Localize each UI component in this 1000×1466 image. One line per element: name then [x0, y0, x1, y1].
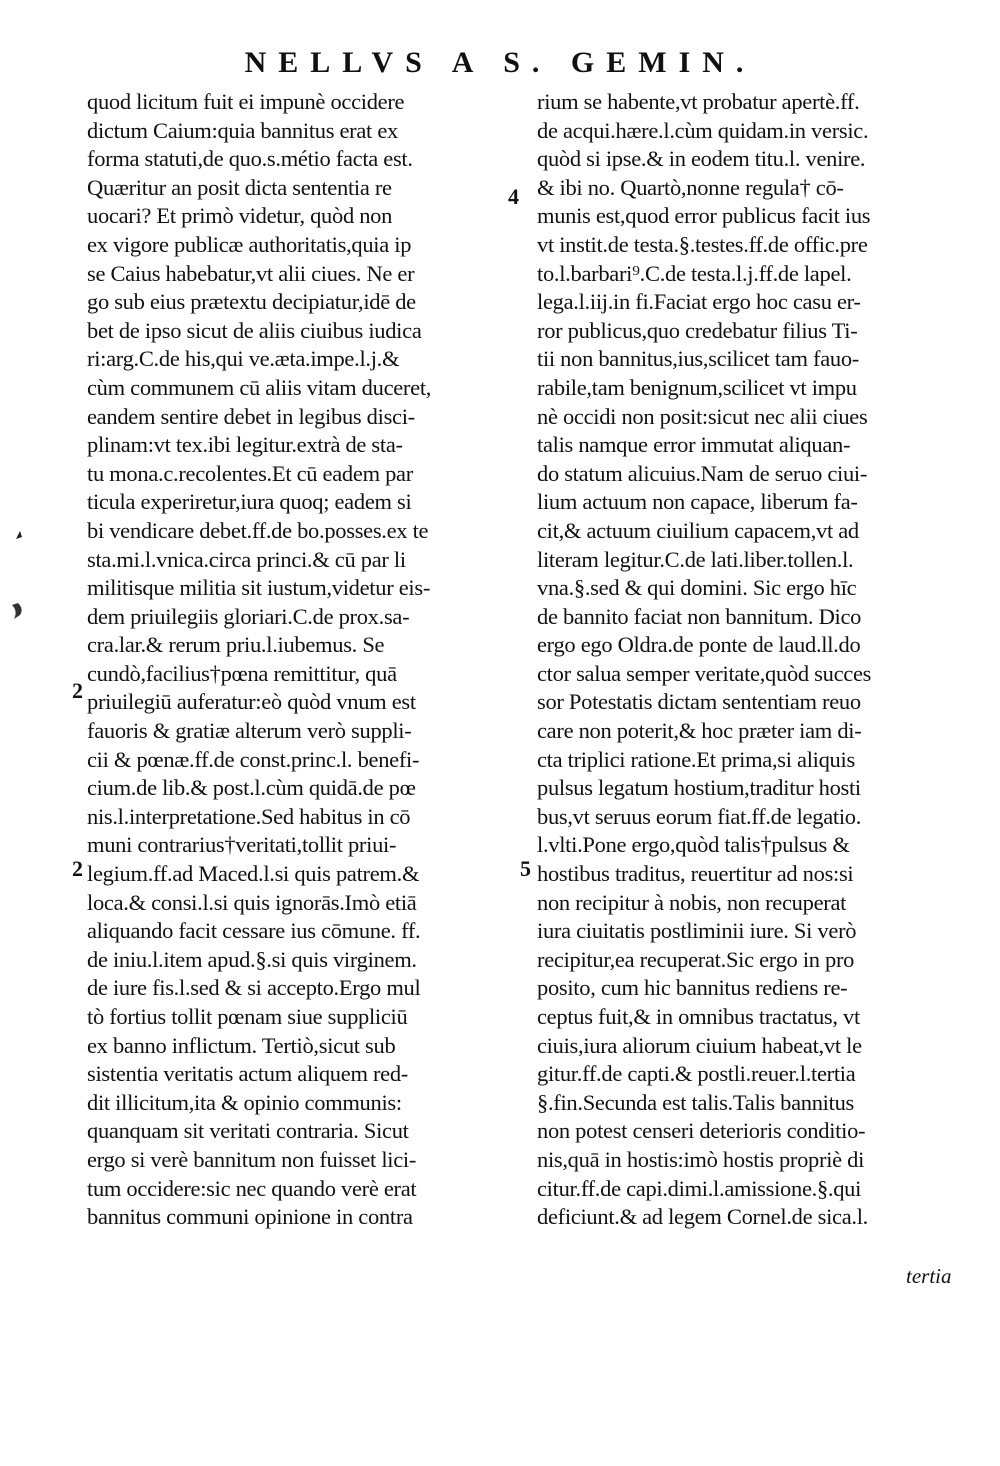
text-line: dit illicitum,ita & opinio communis:	[87, 1089, 402, 1115]
text-line: ex banno inflictum. Tertiò,sicut sub	[87, 1032, 396, 1058]
text-line: go sub eius prætextu decipiatur,idē de	[87, 289, 416, 315]
right-column	[537, 88, 962, 1232]
text-line: vna.§.sed & qui domini. Sic ergo hīc	[537, 575, 857, 601]
text-line: bus,vt seruus eorum fiat.ff.de legatio.	[537, 803, 862, 829]
margin-ink-marks	[6, 525, 30, 635]
text-line: se Caius habebatur,vt alii ciues. Ne er	[87, 260, 415, 286]
text-line: de iure fis.l.sed & si accepto.Ergo mul	[87, 975, 421, 1001]
text-line: cra.lar.& rerum priu.l.iubemus. Se	[87, 632, 385, 658]
text-line: literam legitur.C.de lati.liber.tollen.l.	[537, 546, 854, 572]
text-line: do statum alicuius.Nam de seruo ciui-	[537, 460, 868, 486]
text-line: pulsus legatum hostium,traditur hosti	[537, 775, 861, 801]
text-line: sistentia veritatis actum aliquem red-	[87, 1061, 408, 1087]
text-line: cta triplici ratione.Et prima,si aliquis	[537, 746, 855, 772]
text-line: posito, cum hic bannitus rediens re-	[537, 975, 848, 1001]
margin-note-5: 5	[520, 856, 531, 881]
text-line: tu mona.c.recolentes.Et cū eadem par	[87, 460, 413, 486]
text-line: §.fin.Secunda est talis.Talis bannitus	[537, 1089, 854, 1115]
text-line: non recipitur à nobis, non recuperat	[537, 889, 847, 915]
text-line: ergo ego Oldra.de ponte de laud.ll.do	[537, 632, 861, 658]
text-line: militisque militia sit iustum,videtur eis-	[87, 575, 431, 601]
text-line: sta.mi.l.vnica.circa princi.& cū par li	[87, 546, 406, 572]
text-line: muni contrarius†veritati,tollit priui-	[87, 832, 397, 858]
ink-mark-lower	[12, 603, 22, 619]
text-line: cùm communem cū aliis vitam duceret,	[87, 374, 432, 400]
text-line: nis,quā in hostis:imò hostis propriè di	[537, 1146, 865, 1172]
text-line: lega.l.iij.in fi.Faciat ergo hoc casu er-	[537, 289, 861, 315]
text-line: ciuis,iura aliorum ciuium habeat,vt le	[537, 1032, 862, 1058]
text-line: gitur.ff.de capti.& postli.reuer.l.tertia	[537, 1061, 856, 1087]
catchword: tertia	[906, 1264, 952, 1288]
text-line: eandem sentire debet in legibus disci-	[87, 403, 415, 429]
margin-note-2-second: 2	[72, 856, 83, 881]
text-line: fauoris & gratiæ alterum verò suppli-	[87, 718, 412, 744]
text-line: talis namque error immutat aliquan-	[537, 432, 851, 458]
text-line: de bannito faciat non bannitum. Dico	[537, 603, 862, 629]
text-line: ctor salua semper veritate,quòd succes	[537, 660, 872, 686]
ink-mark-upper	[16, 531, 22, 539]
text-line: ex vigore publicæ authoritatis,quia ip	[87, 231, 412, 257]
text-line: aliquando facit cessare ius cōmune. ff.	[87, 918, 421, 944]
text-line: dictum Caium:quia bannitus erat ex	[87, 117, 398, 143]
text-line: citur.ff.de capi.dimi.l.amissione.§.qui	[537, 1175, 862, 1201]
text-line: iura ciuitatis postliminii iure. Si verò	[537, 918, 857, 944]
text-line: bi vendicare debet.ff.de bo.posses.ex te	[87, 517, 429, 543]
running-head: NELLVS A S. GEMIN.	[244, 46, 756, 79]
text-line: bet de ipso sicut de aliis ciuibus iudica	[87, 317, 422, 343]
margin-note-2-first: 2	[72, 678, 83, 703]
text-line: quod licitum fuit ei impunè occidere	[87, 89, 405, 114]
text-line: cit,& actuum ciuilium capacem,vt ad	[537, 517, 859, 543]
text-line: dem priuilegiis gloriari.C.de prox.sa-	[87, 603, 410, 629]
text-line: rabile,tam benignum,scilicet vt impu	[537, 374, 857, 400]
text-line: uocari? Et primò videtur, quòd non	[87, 203, 393, 229]
text-line: forma statuti,de quo.s.métio facta est.	[87, 146, 413, 172]
text-line: de iniu.l.item apud.§.si quis virginem.	[87, 946, 417, 972]
text-line: sor Potestatis dictam sententiam reuo	[537, 689, 861, 715]
text-line: non potest censeri deterioris conditio-	[537, 1118, 866, 1144]
text-line: Quæritur an posit dicta sententia re	[87, 174, 392, 200]
text-line: lium actuum non capace, liberum fa-	[537, 489, 858, 515]
text-line: ror publicus,quo credebatur filius Ti-	[537, 317, 858, 343]
text-line: deficiunt.& ad legem Cornel.de sica.l.	[537, 1204, 868, 1230]
text-line: rium se habente,vt probatur apertè.ff.	[537, 89, 860, 114]
text-line: care non poterit,& hoc præter iam di-	[537, 718, 862, 744]
text-line: recipitur,ea recuperat.Sic ergo in pro	[537, 946, 855, 972]
text-line: to.l.barbari⁹.C.de testa.l.j.ff.de lapel.	[537, 260, 852, 286]
text-line: ceptus fuit,& in omnibus tractatus, vt	[537, 1004, 860, 1029]
text-line: l.vlti.Pone ergo,quòd talis†pulsus &	[537, 832, 850, 858]
text-line: priuilegiū auferatur:eò quòd vnum est	[87, 689, 416, 715]
text-line: nè occidi non posit:sicut nec alii ciues	[537, 403, 868, 429]
text-line: plinam:vt tex.ibi legitur.extrà de sta-	[87, 432, 403, 458]
text-line: loca.& consi.l.si quis ignorās.Imò etiā	[87, 889, 417, 915]
text-line: legium.ff.ad Maced.l.si quis patrem.&	[87, 861, 420, 887]
text-line: quòd si ipse.& in eodem titu.l. venire.	[537, 146, 866, 172]
text-line: nis.l.interpretatione.Sed habitus in cō	[87, 803, 411, 829]
text-line: ri:arg.C.de his,qui ve.æta.impe.l.j.&	[87, 346, 400, 372]
text-line: cii & pœnæ.ff.de const.princ.l. benefi-	[87, 746, 420, 772]
text-line: ticula experiretur,iura quoq; eadem si	[87, 489, 412, 515]
text-line: hostibus traditus, reuertitur ad nos:si	[537, 861, 854, 887]
text-line: tum occidere:sic nec quando verè erat	[87, 1175, 417, 1201]
left-column	[87, 88, 517, 1232]
text-line: vt instit.de testa.§.testes.ff.de offic.pre	[537, 231, 868, 257]
text-line: quanquam sit veritati contraria. Sicut	[87, 1118, 409, 1144]
text-line: de acqui.hære.l.cùm quidam.in versic.	[537, 117, 869, 143]
text-line: & ibi no. Quartò,nonne regula† cō-	[537, 174, 844, 200]
margin-note-4: 4	[508, 184, 519, 209]
text-line: cundò,facilius†pœna remittitur, quā	[87, 660, 397, 686]
text-line: bannitus communi opinione in contra	[87, 1204, 413, 1230]
text-line: tii non bannitus,ius,scilicet tam fauo-	[537, 346, 859, 372]
text-line: ergo si verè bannitum non fuisset lici-	[87, 1146, 417, 1172]
text-line: cium.de lib.& post.l.cùm quidā.de pœ	[87, 775, 416, 801]
text-line: munis est,quod error publicus facit ius	[537, 203, 871, 229]
text-line: tò fortius tollit pœnam siue suppliciū	[87, 1004, 408, 1029]
